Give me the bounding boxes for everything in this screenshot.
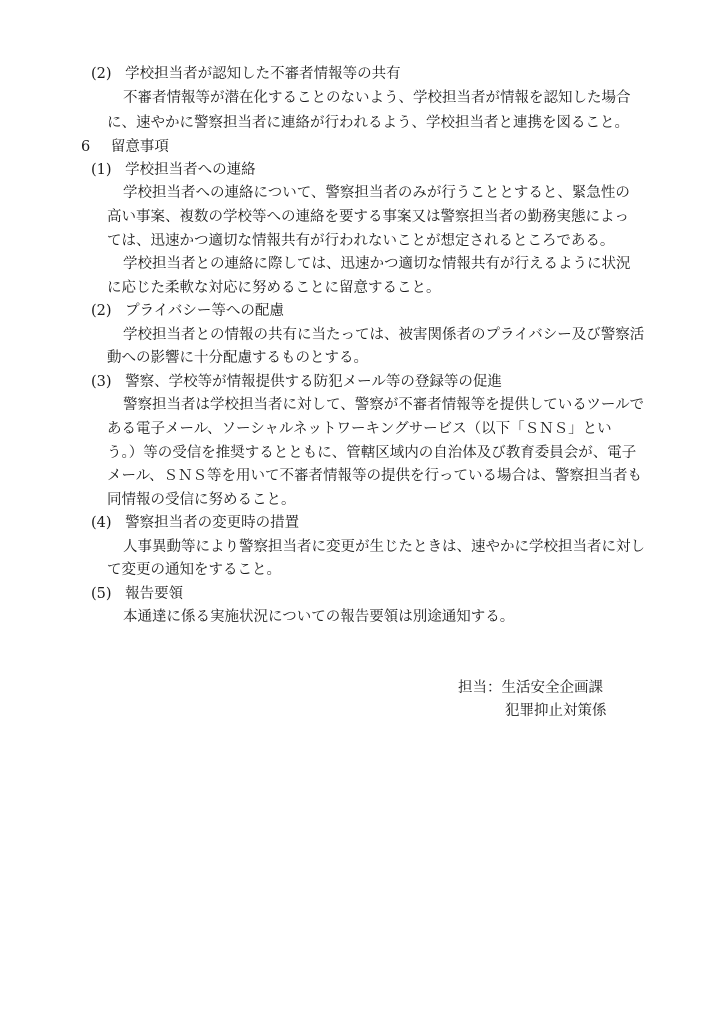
contact-department: 担当：生活安全企画課 xyxy=(458,680,603,696)
item-heading-text: 学校担当者への連絡 xyxy=(125,162,256,178)
paragraph-line: 学校担当者との情報の共有に当たっては、被害関係者のプライバシー及び警察活 xyxy=(123,327,645,343)
item-number: (2) xyxy=(91,303,112,319)
item-heading-text: 警察担当者の変更時の措置 xyxy=(125,515,300,531)
paragraph-line: 学校担当者への連絡について、警察担当者のみが行うこととすると、緊急性の xyxy=(123,185,630,201)
paragraph-line: 人事異動等により警察担当者に変更が生じたときは、速やかに学校担当者に対し xyxy=(123,539,645,555)
paragraph-line: 警察担当者は学校担当者に対して、警察が不審者情報等を提供しているツールで xyxy=(123,397,645,413)
paragraph-line: う。）等の受信を推奨するとともに、管轄区域内の自治体及び教育委員会が、電子 xyxy=(107,445,637,461)
section-heading-text: 留意事項 xyxy=(110,139,169,155)
item-heading xyxy=(91,160,256,180)
paragraph-line: 不審者情報等が潜在化することのないよう、学校担当者が情報を認知した場合 xyxy=(123,90,631,106)
paragraph-line: 高い事案、複数の学校等への連絡を要する事案又は警察担当者の勤務実態によっ xyxy=(107,209,629,225)
item-heading xyxy=(91,584,183,604)
item-heading xyxy=(91,301,284,321)
item-number: (1) xyxy=(91,162,112,178)
paragraph-line: 学校担当者との連絡に際しては、迅速かつ適切な情報共有が行えるように状況 xyxy=(123,256,631,272)
paragraph-line: 動への影響に十分配慮するものとする。 xyxy=(107,350,368,366)
paragraph-line: メール、ＳＮＳ等を用いて不審者情報等の提供を行っている場合は、警察担当者も xyxy=(107,468,643,484)
paragraph-line: 同情報の受信に努めること。 xyxy=(107,492,296,508)
item-heading-text: 報告要領 xyxy=(125,586,184,602)
item-heading-text: 学校担当者が認知した不審者情報等の共有 xyxy=(125,66,401,82)
contact-section: 犯罪抑止対策係 xyxy=(505,703,607,719)
item-number: (2) xyxy=(91,66,112,82)
paragraph-line: ては、迅速かつ適切な情報共有が行われないことが想定されるところである。 xyxy=(107,233,615,249)
paragraph-line: に、速やかに警察担当者に連絡が行われるよう、学校担当者と連携を図ること。 xyxy=(107,115,629,131)
item-number: (4) xyxy=(91,515,112,531)
item-number: (5) xyxy=(91,586,112,602)
item-heading xyxy=(91,64,401,84)
paragraph-line: て変更の通知をすること。 xyxy=(107,562,281,578)
item-heading xyxy=(91,513,299,533)
paragraph-line: ある電子メール、ソーシャルネットワーキングサービス（以下「ＳＮＳ」とい xyxy=(107,421,612,437)
paragraph-line: に応じた柔軟な対応に努めることに留意すること。 xyxy=(107,280,441,296)
item-heading-text: プライバシー等への配慮 xyxy=(125,303,284,319)
section-heading xyxy=(81,137,169,157)
item-heading-text: 警察、学校等が情報提供する防犯メール等の登録等の促進 xyxy=(125,374,502,390)
section-number: 6 xyxy=(81,139,91,155)
paragraph-line: 本通達に係る実施状況についての報告要領は別途通知する。 xyxy=(123,609,515,625)
item-heading xyxy=(91,372,502,392)
item-number: (3) xyxy=(91,374,112,390)
